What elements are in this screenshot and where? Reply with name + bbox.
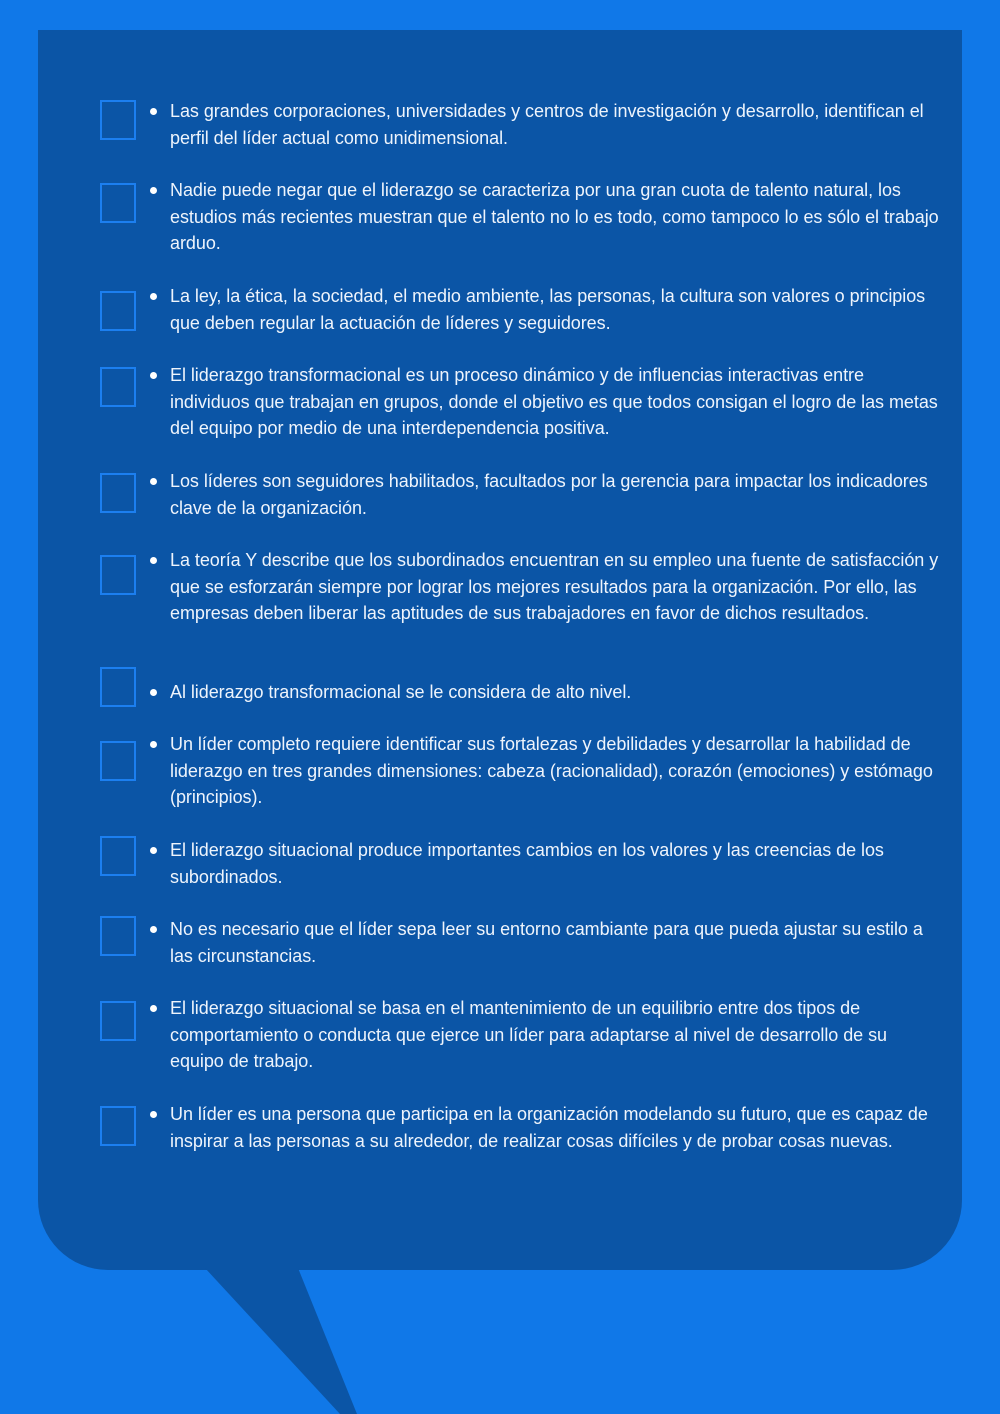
statement-text: Un líder completo requiere identificar sus fortalezas y debilidades y desarrollar la habilidad de liderazgo en tres grandes dimensiones: cabeza (racionalidad), corazón (emociones) y estómago (principios). bbox=[170, 734, 933, 807]
bullet-icon bbox=[150, 478, 157, 485]
checkbox[interactable] bbox=[100, 473, 136, 513]
bullet-icon bbox=[150, 741, 157, 748]
statement-text: Nadie puede negar que el liderazgo se caracteriza por una gran cuota de talento natural, los estudios más recientes muestran que el talento no lo es todo, como tampoco lo es sólo el trabajo arduo. bbox=[170, 180, 939, 253]
bullet-icon bbox=[150, 293, 157, 300]
bullet-icon bbox=[150, 1111, 157, 1118]
bullet-icon bbox=[150, 926, 157, 933]
checkbox[interactable] bbox=[100, 1106, 136, 1146]
statement-text: Las grandes corporaciones, universidades y centros de investigación y desarrollo, identifican el perfil del líder actual como unidimensional. bbox=[170, 101, 924, 148]
checkbox[interactable] bbox=[100, 367, 136, 407]
checkbox[interactable] bbox=[100, 100, 136, 140]
checkbox[interactable] bbox=[100, 667, 136, 707]
checkbox[interactable] bbox=[100, 916, 136, 956]
statement-text: Al liderazgo transformacional se le considera de alto nivel. bbox=[170, 682, 632, 702]
checkbox[interactable] bbox=[100, 291, 136, 331]
bullet-icon bbox=[150, 689, 157, 696]
statement-text: El liderazgo situacional se basa en el mantenimiento de un equilibrio entre dos tipos de comportamiento o conducta que ejerce un líder para adaptarse al nivel de desarrollo de su equipo de trabajo. bbox=[170, 998, 887, 1071]
checkbox[interactable] bbox=[100, 183, 136, 223]
bullet-icon bbox=[150, 847, 157, 854]
checkbox[interactable] bbox=[100, 1001, 136, 1041]
statement-text: La ley, la ética, la sociedad, el medio ambiente, las personas, la cultura son valores o principios que deben regular la actuación de líderes y seguidores. bbox=[170, 286, 926, 333]
statement-text: El liderazgo transformacional es un proceso dinámico y de influencias interactivas entre individuos que trabajan en grupos, donde el objetivo es que todos consigan el logro de las metas del equipo por medio de una interdependencia positiva. bbox=[170, 365, 938, 438]
checkbox[interactable] bbox=[100, 555, 136, 595]
statement-text: No es necesario que el líder sepa leer su entorno cambiante para que pueda ajustar su estilo a las circunstancias. bbox=[170, 919, 923, 966]
checkbox[interactable] bbox=[100, 741, 136, 781]
checkbox[interactable] bbox=[100, 836, 136, 876]
bullet-icon bbox=[150, 372, 157, 379]
bullet-icon bbox=[150, 1005, 157, 1012]
statement-text: La teoría Y describe que los subordinados encuentran en su empleo una fuente de satisfacción y que se esforzarán siempre por lograr los mejores resultados para la organización. Por ello, las empresas deben liberar las aptitudes de sus trabajadores en favor de dichos resultados. bbox=[170, 550, 939, 623]
bullet-icon bbox=[150, 108, 157, 115]
statement-text: Los líderes son seguidores habilitados, facultados por la gerencia para impactar los indicadores clave de la organización. bbox=[170, 471, 928, 518]
bullet-icon bbox=[150, 187, 157, 194]
statement-text: El liderazgo situacional produce importantes cambios en los valores y las creencias de los subordinados. bbox=[170, 840, 884, 887]
bullet-icon bbox=[150, 557, 157, 564]
statement-text: Un líder es una persona que participa en la organización modelando su futuro, que es capaz de inspirar a las personas a su alrededor, de realizar cosas difíciles y de probar cosas nuevas. bbox=[170, 1104, 928, 1151]
